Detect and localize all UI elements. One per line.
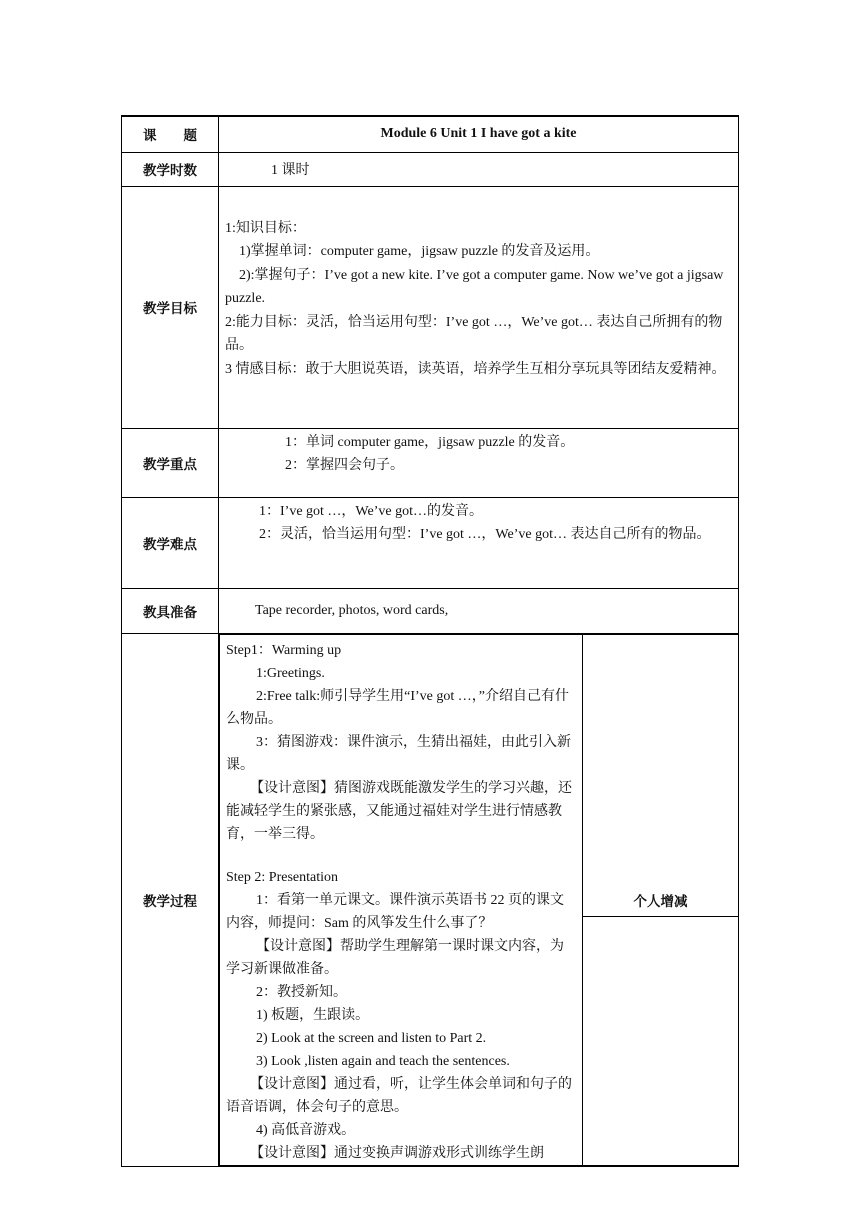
personal-column — [583, 634, 739, 1165]
step2-board: 1) 板题，生跟读。 — [256, 1007, 370, 1023]
step2-heading: Step 2: Presentation — [226, 869, 338, 885]
lesson-plan-table — [121, 115, 739, 1167]
step2-design-intent-3: 【设计意图】通过变换声调游戏形式训练学生朗 — [250, 1145, 544, 1161]
step2-listen: 3) Look ,listen again and teach the sentences. — [256, 1053, 510, 1069]
process-inner-table — [219, 634, 739, 1166]
goals-content — [219, 186, 739, 428]
difficulties-content — [219, 497, 739, 588]
step2-watch: 1：看第一单元课文。课件演示英语书 22 页的课文内容，师提问：Sam 的风筝发生什么事了？ — [226, 892, 564, 931]
process-label: 教学过程 — [122, 633, 219, 1166]
difficulty-2: 2：灵活，恰当运用句型：I’ve got …，We’ve got… 表达自己所有的物品。 — [259, 526, 711, 542]
spacer — [226, 846, 576, 866]
goals-label: 教学目标 — [122, 186, 219, 428]
personal-adjust-header: 个人增减 — [583, 882, 738, 917]
difficulties-row — [122, 497, 739, 588]
hours-value: 1 课时 — [219, 152, 739, 186]
difficulty-1: 1：I’ve got …，We’ve got…的发音。 — [259, 503, 483, 519]
step2-pitch-game: 4) 高低音游戏。 — [256, 1122, 356, 1138]
process-row — [122, 633, 739, 1166]
step2-look: 2) Look at the screen and listen to Part 2. — [256, 1030, 487, 1046]
tools-label: 教具准备 — [122, 588, 219, 633]
hours-label: 教学时数 — [122, 152, 219, 186]
step2-design-intent-1: 【设计意图】帮助学生理解第一课时课文内容，为学习新课做准备。 — [226, 938, 564, 977]
process-content — [220, 634, 583, 1165]
lesson-title: Module 6 Unit 1 I have got a kite — [219, 116, 739, 152]
step1-greetings: 1:Greetings. — [256, 665, 325, 681]
goal-ability: 2:能力目标：灵活，恰当运用句型：I’ve got …，We’ve got… 表达自己所拥有的物品。 — [225, 314, 723, 353]
goal-words: 1)掌握单词：computer game，jigsaw puzzle 的发音及运用。 — [239, 244, 600, 259]
process-cell — [219, 633, 739, 1166]
key-point-2: 2：掌握四会句子。 — [285, 457, 404, 473]
goals-heading: 1:知识目标： — [225, 220, 306, 236]
step1-guess-game: 3：猜图游戏：课件演示，生猜出福娃，由此引入新课。 — [226, 734, 571, 773]
step2-teach: 2：教授新知。 — [256, 984, 347, 1000]
topic-row — [122, 116, 739, 152]
tools-value: Tape recorder, photos, word cards, — [219, 588, 739, 633]
key-points-row — [122, 428, 739, 497]
goal-emotion: 3 情感目标：敢于大胆说英语，读英语，培养学生互相分享玩具等团结友爱精神。 — [225, 361, 726, 377]
key-points-label: 教学重点 — [122, 428, 219, 497]
difficulties-label: 教学难点 — [122, 497, 219, 588]
topic-label: 课 题 — [122, 116, 219, 152]
goals-row — [122, 186, 739, 428]
step1-design-intent: 【设计意图】猜图游戏既能激发学生的学习兴趣，还能减轻学生的紧张感，又能通过福娃对学生进行情感教育，一举三得。 — [226, 780, 572, 842]
step1-free-talk: 2:Free talk:师引导学生用“I’ve got …，”介绍自己有什么物品。 — [226, 688, 570, 727]
step2-design-intent-2: 【设计意图】通过看，听，让学生体会单词和句子的语音语调，体会句子的意思。 — [226, 1076, 572, 1115]
goal-sentences: 2):掌握句子：I’ve got a new kite. I’ve got a computer game. Now we’ve got a jigsaw puzzle. — [225, 267, 724, 306]
hours-row — [122, 152, 739, 186]
tools-row — [122, 588, 739, 633]
key-points-content — [219, 428, 739, 497]
key-point-1: 1：单词 computer game，jigsaw puzzle 的发音。 — [285, 434, 575, 450]
step1-heading: Step1：Warming up — [226, 642, 342, 658]
